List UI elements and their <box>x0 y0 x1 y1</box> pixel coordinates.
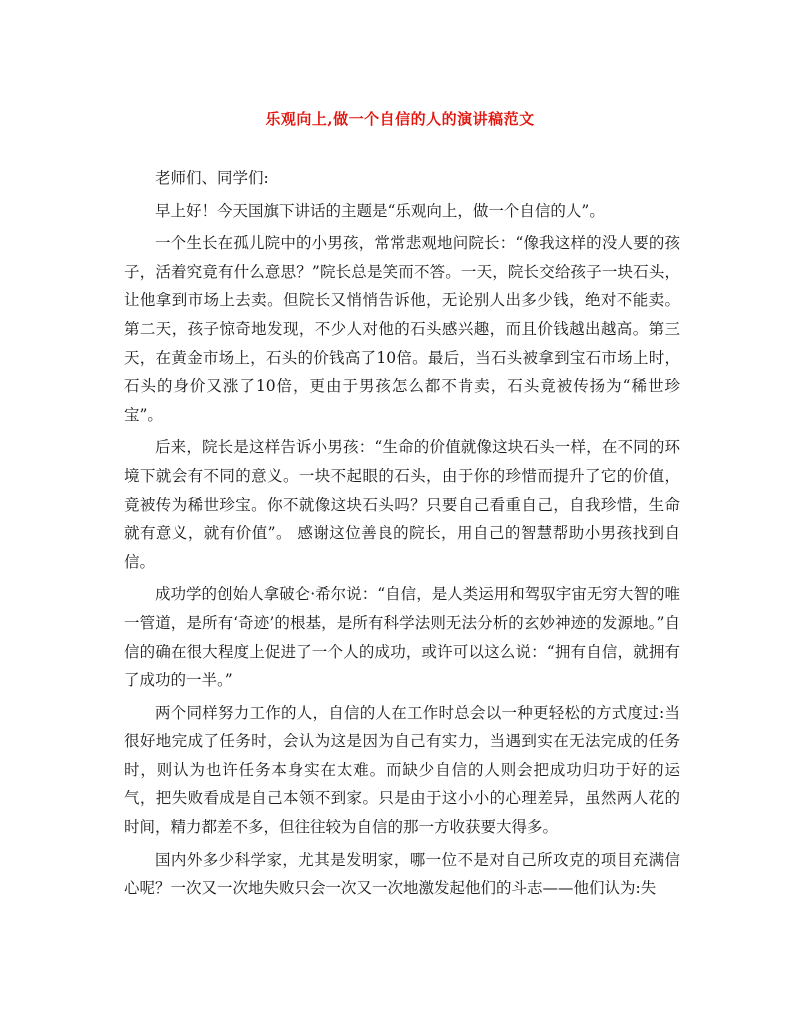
scientists-paragraph: 国内外多少科学家，尤其是发明家，哪一位不是对自己所攻克的项目充满信心呢？一次又一次地失败只会一次又一次地激发起他们的斗志——他们认为:失 <box>124 850 680 898</box>
greeting-paragraph: 老师们、同学们: <box>155 169 269 187</box>
opening-paragraph: 早上好！今天国旗下讲话的主题是“乐观向上，做一个自信的人”。 <box>155 201 605 220</box>
comparison-paragraph: 两个同样努力工作的人，自信的人在工作时总会以一种更轻松的方式度过:当很好地完成了任务时，会认为这是因为自己有实力，当遇到实在无法完成的任务时，则认为也许任务本身实在太难。而缺少自信的人则会把成功归功于好的运气，把失败看成是自己本领不到家。只是由于这小小的心理差异，虽然两人花的时间，精力都差不多，但往往较为自信的那一方收获要大得多。 <box>124 703 680 837</box>
story-paragraph: 一个生长在孤儿院中的小男孩，常常悲观地问院长：“像我这样的没人要的孩子，活着究竟有什么意思？”院长总是笑而不答。一天，院长交给孩子一块石头，让他拿到市场上去卖。但院长又悄悄告诉他，无论别人出多少钱，绝对不能卖。第二天，孩子惊奇地发现，不少人对他的石头感兴趣，而且价钱越出越高。第三天，在黄金市场上，石头的价钱高了10倍。最后，当石头被拿到宝石市场上时，石头的身价又涨了10倍，更由于男孩怎么都不肯卖，石头竟被传扬为“稀世珍宝”。 <box>124 234 680 424</box>
document-body <box>124 164 680 907</box>
lesson-paragraph: 后来，院长是这样告诉小男孩：“生命的价值就像这块石头一样，在不同的环境下就会有不同的意义。一块不起眼的石头，由于你的珍惜而提升了它的价值，竟被传为稀世珍宝。你不就像这块石头吗？只要自己看重自己，自我珍惜，生命就有意义，就有价值”。 感谢这位善良的院长，用自己的智慧帮助小男孩找到自信。 <box>124 438 680 571</box>
quote-paragraph: 成功学的创始人拿破仑·希尔说：“自信，是人类运用和驾驭宇宙无穷大智的唯一管道，是所有‘奇迹’的根基，是所有科学法则无法分析的玄妙神迹的发源地。”自信的确在很大程度上促进了一个人的成功，或许可以这么说：“拥有自信，就拥有了成功的一半。” <box>124 585 680 690</box>
document-title: 乐观向上,做一个自信的人的演讲稿范文 <box>265 110 535 128</box>
